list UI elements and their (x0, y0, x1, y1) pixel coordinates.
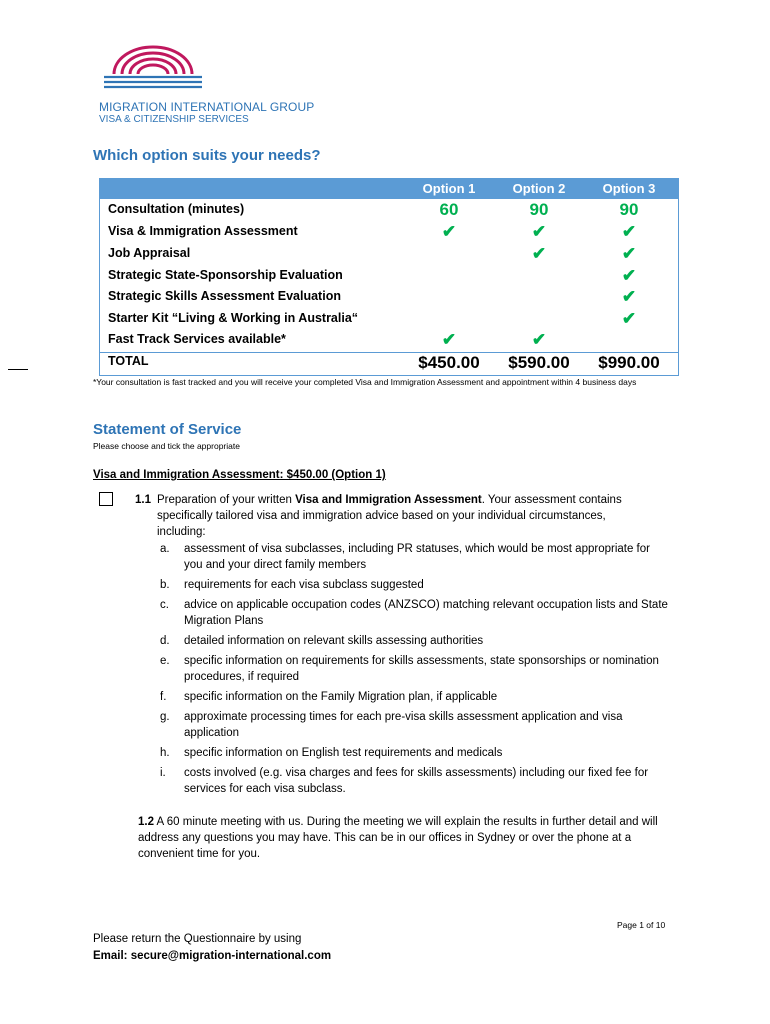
check-icon: ✔ (621, 222, 637, 241)
margin-mark (8, 369, 28, 370)
list-text: requirements for each visa subclass suggested (184, 579, 424, 591)
comparison-title: Which option suits your needs? (93, 147, 321, 164)
item-1-1 (135, 492, 640, 538)
check-icon: ✔ (441, 222, 457, 241)
option-1-price: $450.00 (418, 353, 480, 372)
page-number: Page 1 of 10 (617, 920, 666, 930)
list-text: costs involved (e.g. visa charges and fees for skills assessments) including our fixed fee for services for each visa subclass. (184, 767, 649, 795)
table-border (99, 178, 679, 376)
list-item (160, 745, 670, 761)
list-item (160, 765, 670, 797)
option-2-price: $590.00 (508, 353, 570, 372)
option-1-header: Option 1 (422, 181, 476, 196)
row-label: Job Appraisal (108, 246, 191, 260)
row-label: Starter Kit “Living & Working in Australia“ (108, 311, 359, 325)
return-instructions: Please return the Questionnaire by using (93, 933, 302, 945)
check-icon: ✔ (621, 244, 637, 263)
option-2-header: Option 2 (512, 181, 566, 196)
list-marker: e. (160, 655, 170, 667)
item-text-pre: Preparation of your written (157, 494, 296, 506)
row-label: Strategic State-Sponsorship Evaluation (108, 268, 343, 282)
list-item (160, 689, 670, 705)
list-marker: d. (160, 635, 170, 647)
statement-subtitle: Please choose and tick the appropriate (93, 441, 240, 451)
list-text: specific information on the Family Migration plan, if applicable (184, 691, 498, 703)
list-item (160, 633, 670, 649)
list-text: detailed information on relevant skills assessing authorities (184, 635, 484, 647)
check-icon: ✔ (531, 330, 547, 349)
row-label: Visa & Immigration Assessment (108, 224, 298, 238)
list-marker: c. (160, 599, 169, 611)
statement-title: Statement of Service (93, 421, 242, 438)
list-item (160, 577, 670, 593)
row-label: Consultation (minutes) (108, 202, 245, 216)
company-logo (104, 44, 202, 94)
org-tagline: VISA & CITIZENSHIP SERVICES (99, 114, 249, 125)
table-footnote: *Your consultation is fast tracked and you will receive your completed Visa and Immigration Assessment and appointment within 4 business days (93, 377, 637, 387)
list-item (160, 653, 670, 685)
list-text: assessment of visa subclasses, including PR statuses, which would be most appropriate for you and your direct family members (184, 543, 650, 571)
item-number: 1.2 (138, 816, 154, 828)
list-text: approximate processing times for each pre-visa skills assessment application and visa application (184, 711, 623, 739)
list-marker: h. (160, 747, 170, 759)
minutes-value: 60 (439, 200, 459, 219)
check-icon: ✔ (621, 309, 637, 328)
item-text-bold: Visa and Immigration Assessment (295, 494, 482, 506)
assessment-list (160, 541, 670, 801)
item-1-2 (138, 814, 663, 862)
check-icon: ✔ (621, 266, 637, 285)
list-text: advice on applicable occupation codes (ANZSCO) matching relevant occupation lists and State Migration Plans (184, 599, 668, 627)
list-marker: a. (160, 543, 170, 555)
list-marker: g. (160, 711, 170, 723)
option-3-header: Option 3 (602, 181, 656, 196)
list-marker: i. (160, 767, 166, 779)
check-icon: ✔ (531, 244, 547, 263)
contact-email[interactable]: Email: secure@migration-international.com (93, 950, 332, 962)
section-heading: Visa and Immigration Assessment: $450.00 (Option 1) (93, 469, 386, 481)
list-item (160, 709, 670, 741)
list-marker: f. (160, 691, 167, 703)
item-number: 1.1 (135, 494, 151, 506)
minutes-value: 90 (619, 200, 639, 219)
option-1-checkbox[interactable] (99, 492, 113, 506)
check-icon: ✔ (531, 222, 547, 241)
list-item (160, 541, 670, 573)
list-marker: b. (160, 579, 170, 591)
list-text: specific information on requirements for skills assessments, state sponsorships or nomination procedures, if required (184, 655, 659, 683)
org-name: MIGRATION INTERNATIONAL GROUP (99, 100, 315, 114)
list-item (160, 597, 670, 629)
item-text-post: . Your assessment contains specifically tailored visa and immigration advice based on your individual circumstances, including: (157, 494, 622, 538)
total-label: TOTAL (108, 354, 149, 368)
row-label: Fast Track Services available* (108, 332, 286, 346)
check-icon: ✔ (621, 287, 637, 306)
check-icon: ✔ (441, 330, 457, 349)
item-text: A 60 minute meeting with us. During the meeting we will explain the results in further detail and will address any questions you may have. This can be in our offices in Sydney or over the phone at a convenient time for you. (138, 816, 658, 860)
option-3-price: $990.00 (598, 353, 660, 372)
row-label: Strategic Skills Assessment Evaluation (108, 289, 341, 303)
list-text: specific information on English test requirements and medicals (184, 747, 503, 759)
minutes-value: 90 (529, 200, 549, 219)
